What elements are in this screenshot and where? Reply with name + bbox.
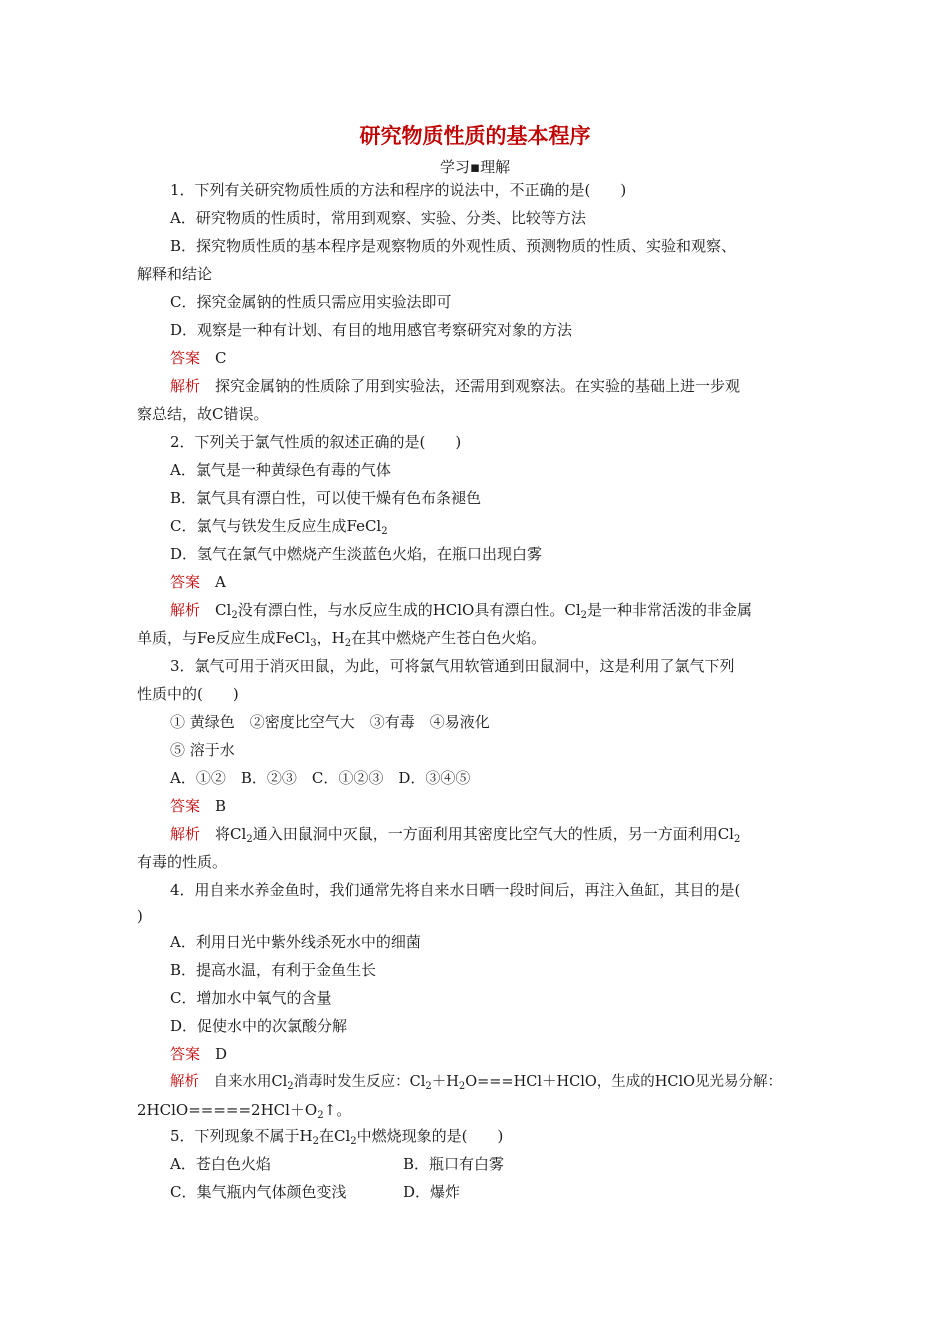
- q1-answer: [170, 348, 227, 368]
- answer-label: 答案: [170, 573, 201, 591]
- subscript: 2: [458, 1081, 466, 1092]
- q2-option-c: [170, 516, 388, 542]
- q5-stem: [170, 1126, 503, 1152]
- q2-analysis-line1: [170, 600, 752, 626]
- analysis-label: 解析: [170, 601, 201, 619]
- q2-analysis-line2: [137, 628, 546, 654]
- q5-option-d: D．爆炸: [403, 1183, 461, 1201]
- q3-stem-line2: 性质中的( ): [137, 685, 239, 703]
- text: Cl: [215, 601, 232, 619]
- q1-option-b-line2: 解释和结论: [137, 265, 213, 283]
- page-title: 研究物质性质的基本程序: [359, 124, 591, 148]
- q2-answer: [170, 572, 226, 592]
- subscript: 3: [310, 638, 317, 649]
- text: 5．下列现象不属于H: [170, 1127, 313, 1145]
- subscript: 2: [317, 1110, 324, 1121]
- subscript: 2: [425, 1081, 432, 1092]
- q1-option-d: D．观察是一种有计划、有目的地用感官考察研究对象的方法: [170, 321, 573, 339]
- text: 单质，与Fe反应生成FeCl: [137, 629, 311, 647]
- q4-analysis-line1: [170, 1072, 782, 1097]
- q3-options: A．①② B．②③ C．①②③ D．③④⑤: [170, 769, 471, 787]
- answer-label: 答案: [170, 349, 201, 367]
- q2-option-a: A．氯气是一种黄绿色有毒的气体: [170, 461, 391, 479]
- q3-items-line2: ⑤ 溶于水: [170, 741, 235, 759]
- q3-analysis-line2: 有毒的性质。: [137, 853, 228, 871]
- answer-value: A: [215, 573, 226, 591]
- text: 没有漂白性，与水反应生成的HClO具有漂白性。Cl: [237, 601, 581, 619]
- subscript: 2: [381, 526, 388, 537]
- answer-label: 答案: [170, 1045, 201, 1063]
- section-heading: 学习▪理解: [439, 158, 511, 176]
- q2-stem: 2．下列关于氯气性质的叙述正确的是( ): [170, 433, 462, 451]
- q4-answer: [170, 1044, 227, 1064]
- subscript: 2: [580, 610, 587, 621]
- q1-analysis-line1: [170, 376, 740, 396]
- subscript: 2: [344, 638, 352, 649]
- answer-value: B: [215, 797, 227, 815]
- q3-answer: [170, 796, 226, 816]
- text: 在Cl: [319, 1127, 351, 1145]
- text: 中燃烧现象的是( ): [356, 1127, 504, 1145]
- text: ＋H: [431, 1074, 459, 1090]
- text: O===HCl＋HClO，生成的HClO见光易分解：: [465, 1074, 782, 1090]
- q5-option-c: C．集气瓶内气体颜色变浅: [170, 1183, 347, 1201]
- text: ，H: [316, 629, 345, 647]
- analysis-label: 解析: [170, 825, 201, 843]
- q4-option-c: C．增加水中氧气的含量: [170, 989, 332, 1007]
- q1-stem: 1．下列有关研究物质性质的方法和程序的说法中，不正确的是( ): [170, 181, 627, 199]
- text: ↑。: [323, 1101, 352, 1119]
- analysis-text: 探究金属钠的性质除了用到实验法，还需用到观察法。在实验的基础上进一步观: [215, 377, 741, 395]
- option-text: C．氯气与铁发生反应生成FeCl: [170, 517, 382, 535]
- analysis-label: 解析: [170, 1074, 199, 1090]
- text: 2HClO=====2HCl＋O: [137, 1101, 318, 1119]
- q4-option-b: B．提高水温，有利于金鱼生长: [170, 961, 377, 979]
- q4-stem-line1: 4．用自来水养金鱼时，我们通常先将自来水日晒一段时间后，再注入鱼缸，其目的是(: [170, 881, 741, 899]
- subscript: 2: [287, 1081, 294, 1092]
- subscript: 2: [231, 610, 238, 621]
- subscript: 2: [246, 834, 253, 845]
- subscript: 2: [312, 1136, 320, 1147]
- q4-analysis-line2: [137, 1100, 351, 1126]
- q3-stem-line1: 3．氯气可用于消灭田鼠，为此，可将氯气用软管通到田鼠洞中，这是利用了氯气下列: [170, 657, 735, 675]
- q4-option-d: D．促使水中的次氯酸分解: [170, 1017, 348, 1035]
- text: 是一种非常活泼的非金属: [587, 601, 753, 619]
- answer-label: 答案: [170, 797, 201, 815]
- subscript: 2: [350, 1136, 357, 1147]
- q5-option-a: A．苍白色火焰: [170, 1155, 271, 1173]
- q1-option-c: C．探究金属钠的性质只需应用实验法即可: [170, 293, 452, 311]
- answer-value: D: [215, 1045, 228, 1063]
- text: 消毒时发生反应：Cl: [293, 1074, 426, 1090]
- q2-option-b: B．氯气具有漂白性，可以使干燥有色布条褪色: [170, 489, 482, 507]
- text: 通入田鼠洞中灭鼠，一方面利用其密度比空气大的性质，另一方面利用Cl: [252, 825, 734, 843]
- q3-items-line1: ① 黄绿色 ②密度比空气大 ③有毒 ④易液化: [170, 713, 490, 731]
- subscript: 2: [733, 834, 741, 845]
- q4-stem-line2: ): [137, 907, 143, 925]
- text: 自来水用Cl: [213, 1074, 288, 1090]
- q2-option-d: D．氢气在氯气中燃烧产生淡蓝色火焰，在瓶口出现白雾: [170, 545, 543, 563]
- q4-option-a: A．利用日光中紫外线杀死水中的细菌: [170, 933, 421, 951]
- q1-option-a: A．研究物质的性质时，常用到观察、实验、分类、比较等方法: [170, 209, 586, 227]
- q5-option-b: B．瓶口有白雾: [403, 1155, 505, 1173]
- text: 在其中燃烧产生苍白色火焰。: [351, 629, 547, 647]
- q1-option-b-line1: B．探究物质性质的基本程序是观察物质的外观性质、预测物质的性质、实验和观察、: [170, 237, 737, 255]
- answer-value: C: [215, 349, 227, 367]
- text: 将Cl: [215, 825, 247, 843]
- analysis-label: 解析: [170, 377, 201, 395]
- q3-analysis-line1: [170, 824, 740, 850]
- q1-analysis-line2: 察总结，故C错误。: [137, 405, 269, 423]
